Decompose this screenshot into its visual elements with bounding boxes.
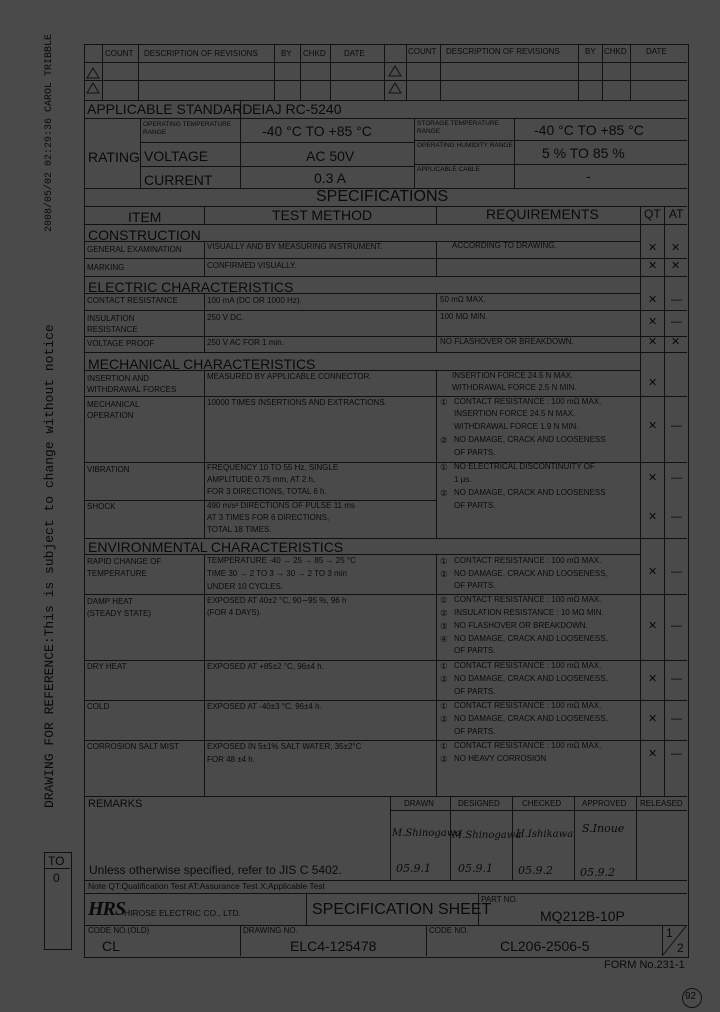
hrs-logo: HRS <box>88 898 126 920</box>
humidity-label: OPERATING HUMIDITY RANGE <box>417 142 513 149</box>
form-number: FORM No.231-1 <box>604 959 685 971</box>
req-vibration-4: OF PARTS. <box>454 501 496 510</box>
drawn-signature: M.Shinogawa <box>392 828 462 839</box>
drawing-no-value: ELC4-125478 <box>290 938 377 954</box>
code-no-value: CL206-2506-5 <box>500 938 590 954</box>
part-no-label: PART NO. <box>481 895 518 904</box>
num-2: ② <box>440 674 448 684</box>
at-mark: — <box>671 294 682 306</box>
drawn-date: 05.9.1 <box>396 862 431 875</box>
rev-desc-header-2: DESCRIPTION OF REVISIONS <box>446 47 560 56</box>
req-damp-2: INSULATION RESISTANCE : 10 MΩ MIN. <box>454 608 604 617</box>
reference-notice: DRAWING FOR REFERENCE:This is subject to change without notice <box>42 324 57 808</box>
test-general: VISUALLY AND BY MEASURING INSTRUMENT. <box>207 242 383 251</box>
item-voltage-proof: VOLTAGE PROOF <box>87 339 155 348</box>
at-mark: — <box>671 472 682 484</box>
num-1: ① <box>440 741 448 751</box>
checked-date: 05.9.2 <box>518 864 553 877</box>
rating-label: RATING <box>88 149 140 165</box>
req-damp-5: OF PARTS. <box>454 646 496 655</box>
qt-mark: ✕ <box>648 420 658 432</box>
test-rapid-1: TEMPERATURE -40 → 25 → 85 → 25 °C <box>207 556 356 565</box>
rev-by-header: BY <box>281 49 292 58</box>
qt-mark: ✕ <box>648 511 658 523</box>
num-3: ③ <box>440 621 448 631</box>
approved-date: 05.9.2 <box>580 866 615 879</box>
to-value: 0 <box>53 871 60 885</box>
sheet-title: SPECIFICATION SHEET <box>312 901 492 918</box>
qt-mark: ✕ <box>648 316 658 328</box>
item-rapid-2: TEMPERATURE <box>87 569 147 578</box>
checked-signature: H.Ishikawa <box>516 829 574 840</box>
qt-mark: ✕ <box>648 713 658 725</box>
code-old-label: CODE NO.(OLD) <box>88 926 150 935</box>
req-mech-op-3: WITHDRAWAL FORCE 1.9 N MIN. <box>454 422 579 431</box>
test-cold: EXPOSED AT -40±3 °C, 96±4 h. <box>207 702 322 711</box>
revision-triangle-icon <box>86 66 100 96</box>
qt-mark: ✕ <box>648 472 658 484</box>
test-insulation: 250 V DC. <box>207 313 244 322</box>
page-mark: 92 <box>685 991 697 1002</box>
test-damp-2: (FOR 4 DAYS). <box>207 608 262 617</box>
item-insertion-2: WITHDRAWAL FORCES <box>87 385 177 394</box>
at-mark: — <box>671 511 682 523</box>
test-dry: EXPOSED AT +85±2 °C, 96±4 h. <box>207 662 324 671</box>
section-electric: ELECTRIC CHARACTERISTICS <box>88 279 294 295</box>
test-shock-2: AT 3 TIMES FOR 6 DIRECTIONS, <box>207 513 330 522</box>
col-at-header: AT <box>669 207 684 221</box>
test-rapid-3: UNDER 10 CYCLES. <box>207 582 284 591</box>
at-mark: — <box>671 420 682 432</box>
req-corrosion-2: NO HEAVY CORROSION <box>454 754 547 763</box>
req-rapid-2: NO DAMAGE, CRACK AND LOOSENESS, <box>454 569 608 578</box>
rev-chkd-header: CHKD <box>303 49 326 58</box>
designed-label: DESIGNED <box>458 799 500 808</box>
unless-note: Unless otherwise specified, refer to JIS C 5402. <box>89 863 342 877</box>
at-mark: — <box>671 620 682 632</box>
voltage-value: AC 50V <box>306 148 355 164</box>
rev-date-header: DATE <box>344 49 365 58</box>
item-insulation-2: RESISTANCE <box>87 325 138 334</box>
req-rapid-1: CONTACT RESISTANCE : 100 mΩ MAX. <box>454 556 602 565</box>
applicable-standard-value: EIAJ RC-5240 <box>252 101 342 117</box>
item-rapid: RAPID CHANGE OF <box>87 557 162 566</box>
section-construction: CONSTRUCTION <box>88 227 201 243</box>
cable-label: APPLICABLE CABLE <box>417 166 480 173</box>
storage-temp-label: STORAGE TEMPERATURE RANGE <box>417 120 499 136</box>
rev-date-header-2: DATE <box>646 47 667 56</box>
at-mark: ✕ <box>671 260 681 272</box>
test-contact-resistance: 100 mA (DC OR 1000 Hz). <box>207 296 302 305</box>
item-shock: SHOCK <box>87 502 116 511</box>
req-insulation: 100 MΩ MIN. <box>440 312 488 321</box>
current-value: 0.3 A <box>314 170 346 186</box>
checked-label: CHECKED <box>522 799 562 808</box>
cable-value: - <box>586 168 591 184</box>
specifications-title: SPECIFICATIONS <box>316 188 449 205</box>
at-mark: — <box>671 748 682 760</box>
test-vibration-1: FREQUENCY 10 TO 55 Hz, SINGLE <box>207 463 339 472</box>
num-1: ① <box>440 462 448 472</box>
num-1: ① <box>440 701 448 711</box>
sheet-total: 2 <box>677 941 684 955</box>
humidity-value: 5 % TO 85 % <box>542 145 625 161</box>
op-temp-value: -40 °C TO +85 °C <box>262 123 372 139</box>
section-mechanical: MECHANICAL CHARACTERISTICS <box>88 356 316 372</box>
qt-mark: ✕ <box>648 294 658 306</box>
req-dry-2: NO DAMAGE, CRACK AND LOOSENESS, <box>454 674 608 683</box>
col-item-header: ITEM <box>128 209 162 225</box>
at-mark: — <box>671 316 682 328</box>
item-cold: COLD <box>87 702 110 711</box>
test-damp-1: EXPOSED AT 40±2 °C, 90∼95 %, 96 h <box>207 596 347 605</box>
at-mark: ✕ <box>671 336 681 348</box>
item-dry: DRY HEAT <box>87 662 127 671</box>
qt-mark: ✕ <box>648 566 658 578</box>
num-2: ② <box>440 608 448 618</box>
num-4: ④ <box>440 634 448 644</box>
storage-temp-value: -40 °C TO +85 °C <box>534 122 644 138</box>
item-damp-2: (STEADY STATE) <box>87 609 152 618</box>
qt-mark: ✕ <box>648 377 658 389</box>
req-mech-op-5: OF PARTS. <box>454 448 496 457</box>
test-legend-note: Note QT:Qualification Test AT:Assurance Test X:Applicable Test <box>88 881 326 891</box>
num-2: ② <box>440 754 448 764</box>
company-name: HIROSE ELECTRIC CO., LTD. <box>124 908 241 918</box>
col-req-header: REQUIREMENTS <box>486 206 599 222</box>
req-contact-resistance: 50 mΩ MAX. <box>440 295 486 304</box>
req-dry-3: OF PARTS. <box>454 687 496 696</box>
num-2: ② <box>440 714 448 724</box>
test-marking: CONFIRMED VISUALLY. <box>207 261 297 270</box>
item-damp: DAMP HEAT <box>87 597 133 606</box>
test-shock-3: TOTAL 18 TIMES. <box>207 525 272 534</box>
qt-mark: ✕ <box>648 242 658 254</box>
qt-mark: ✕ <box>648 620 658 632</box>
item-insulation: INSULATION <box>87 314 135 323</box>
req-dry-1: CONTACT RESISTANCE : 100 mΩ MAX. <box>454 661 602 670</box>
num-2: ② <box>440 569 448 579</box>
voltage-label: VOLTAGE <box>144 148 209 164</box>
num-2: ② <box>440 435 448 445</box>
test-rapid-2: TIME 30 → 2 TO 3 → 30 → 2 TO 3 min <box>207 569 347 578</box>
print-timestamp: 2008/05/02 02:29:36 CAROL TRIBBLE <box>44 33 55 232</box>
test-insertion: MEASURED BY APPLICABLE CONNECTOR. <box>207 372 372 381</box>
test-corrosion-2: FOR 48 ±4 h. <box>207 755 255 764</box>
req-cold-2: NO DAMAGE, CRACK AND LOOSENESS, <box>454 714 608 723</box>
req-insertion-2: WITHDRAWAL FORCE 2.5 N MIN. <box>452 383 577 392</box>
approved-signature: S.Inoue <box>582 822 625 835</box>
item-corrosion: CORROSION SALT MIST <box>87 742 180 751</box>
item-vibration: VIBRATION <box>87 465 130 474</box>
req-mech-op-4: NO DAMAGE, CRACK AND LOOSENESS <box>454 435 606 444</box>
to-label: TO <box>48 854 65 868</box>
at-mark: — <box>671 713 682 725</box>
rev-count-header-2: COUNT <box>408 47 437 56</box>
req-general: ACCORDING TO DRAWING. <box>452 241 557 250</box>
test-vibration-2: AMPLITUDE 0.75 mm, AT 2 h, <box>207 475 316 484</box>
part-no-value: MQ212B-10P <box>540 908 625 924</box>
revision-triangle-icon <box>388 64 402 96</box>
item-mech-op-2: OPERATION <box>87 411 134 420</box>
qt-mark: ✕ <box>648 673 658 685</box>
test-vibration-3: FOR 3 DIRECTIONS, TOTAL 6 h. <box>207 487 327 496</box>
qt-mark: ✕ <box>648 260 658 272</box>
req-corrosion-1: CONTACT RESISTANCE : 100 mΩ MAX. <box>454 741 602 750</box>
test-mech-op: 10000 TIMES INSERTIONS AND EXTRACTIONS. <box>207 398 387 407</box>
at-mark: — <box>671 566 682 578</box>
num-1: ① <box>440 595 448 605</box>
item-marking: MARKING <box>87 263 125 272</box>
test-voltage-proof: 250 V AC FOR 1 min. <box>207 338 284 347</box>
released-label: RELEASED <box>640 799 683 808</box>
item-mech-op: MECHANICAL <box>87 400 140 409</box>
drawing-no-label: DRAWING NO. <box>243 926 298 935</box>
col-test-header: TEST METHOD <box>272 207 373 223</box>
approved-label: APPROVED <box>582 799 627 808</box>
rev-chkd-header-2: CHKD <box>604 47 627 56</box>
req-vibration-3: NO DAMAGE, CRACK AND LOOSENESS <box>454 488 606 497</box>
req-mech-op-2: INSERTION FORCE 24.5 N MAX. <box>454 409 576 418</box>
req-vibration-2: 1 μs. <box>454 475 472 484</box>
num-1: ① <box>440 556 448 566</box>
num-1: ① <box>440 661 448 671</box>
req-damp-4: NO DAMAGE, CRACK AND LOOSENESS, <box>454 634 608 643</box>
num-2: ② <box>440 488 448 498</box>
designed-date: 05.9.1 <box>458 862 493 875</box>
op-temp-label: OPERATING TEMPERATURE RANGE <box>143 121 232 137</box>
req-damp-1: CONTACT RESISTANCE : 100 mΩ MAX. <box>454 595 602 604</box>
req-mech-op-1: CONTACT RESISTANCE : 100 mΩ MAX. <box>454 397 602 406</box>
qt-mark: ✕ <box>648 748 658 760</box>
rev-by-header-2: BY <box>585 47 596 56</box>
code-no-label: CODE NO. <box>429 926 469 935</box>
num-1: ① <box>440 397 448 407</box>
section-environmental: ENVIRONMENTAL CHARACTERISTICS <box>88 539 344 555</box>
col-qt-header: QT <box>644 207 661 221</box>
at-mark: — <box>671 673 682 685</box>
item-general: GENERAL EXAMINATION <box>87 245 182 254</box>
test-corrosion-1: EXPOSED IN 5±1% SALT WATER, 35±2°C <box>207 742 362 751</box>
applicable-standard-label: APPLICABLE STANDARD <box>87 101 253 117</box>
designed-signature: M.Shinogawa <box>452 830 522 841</box>
sheet-number: 1 <box>666 926 673 940</box>
drawn-label: DRAWN <box>404 799 434 808</box>
code-old-value: CL <box>102 938 120 954</box>
req-rapid-3: OF PARTS. <box>454 581 496 590</box>
current-label: CURRENT <box>144 172 213 188</box>
at-mark: ✕ <box>671 242 681 254</box>
rev-desc-header: DESCRIPTION OF REVISIONS <box>144 49 258 58</box>
item-contact-resistance: CONTACT RESISTANCE <box>87 296 178 305</box>
rev-count-header: COUNT <box>105 49 134 58</box>
req-damp-3: NO FLASHOVER OR BREAKDOWN. <box>454 621 588 630</box>
req-voltage-proof: NO FLASHOVER OR BREAKDOWN. <box>440 337 574 346</box>
req-cold-1: CONTACT RESISTANCE : 100 mΩ MAX. <box>454 701 602 710</box>
req-insertion-1: INSERTION FORCE 24.5 N MAX. <box>452 371 574 380</box>
remarks-label: REMARKS <box>88 798 143 810</box>
req-vibration-1: NO ELECTRICAL DISCONTINUITY OF <box>454 462 595 471</box>
qt-mark: ✕ <box>648 336 658 348</box>
test-shock-1: 490 m/s² DIRECTIONS OF PULSE 11 ms <box>207 501 355 510</box>
req-cold-3: OF PARTS. <box>454 727 496 736</box>
item-insertion: INSERTION AND <box>87 374 150 383</box>
